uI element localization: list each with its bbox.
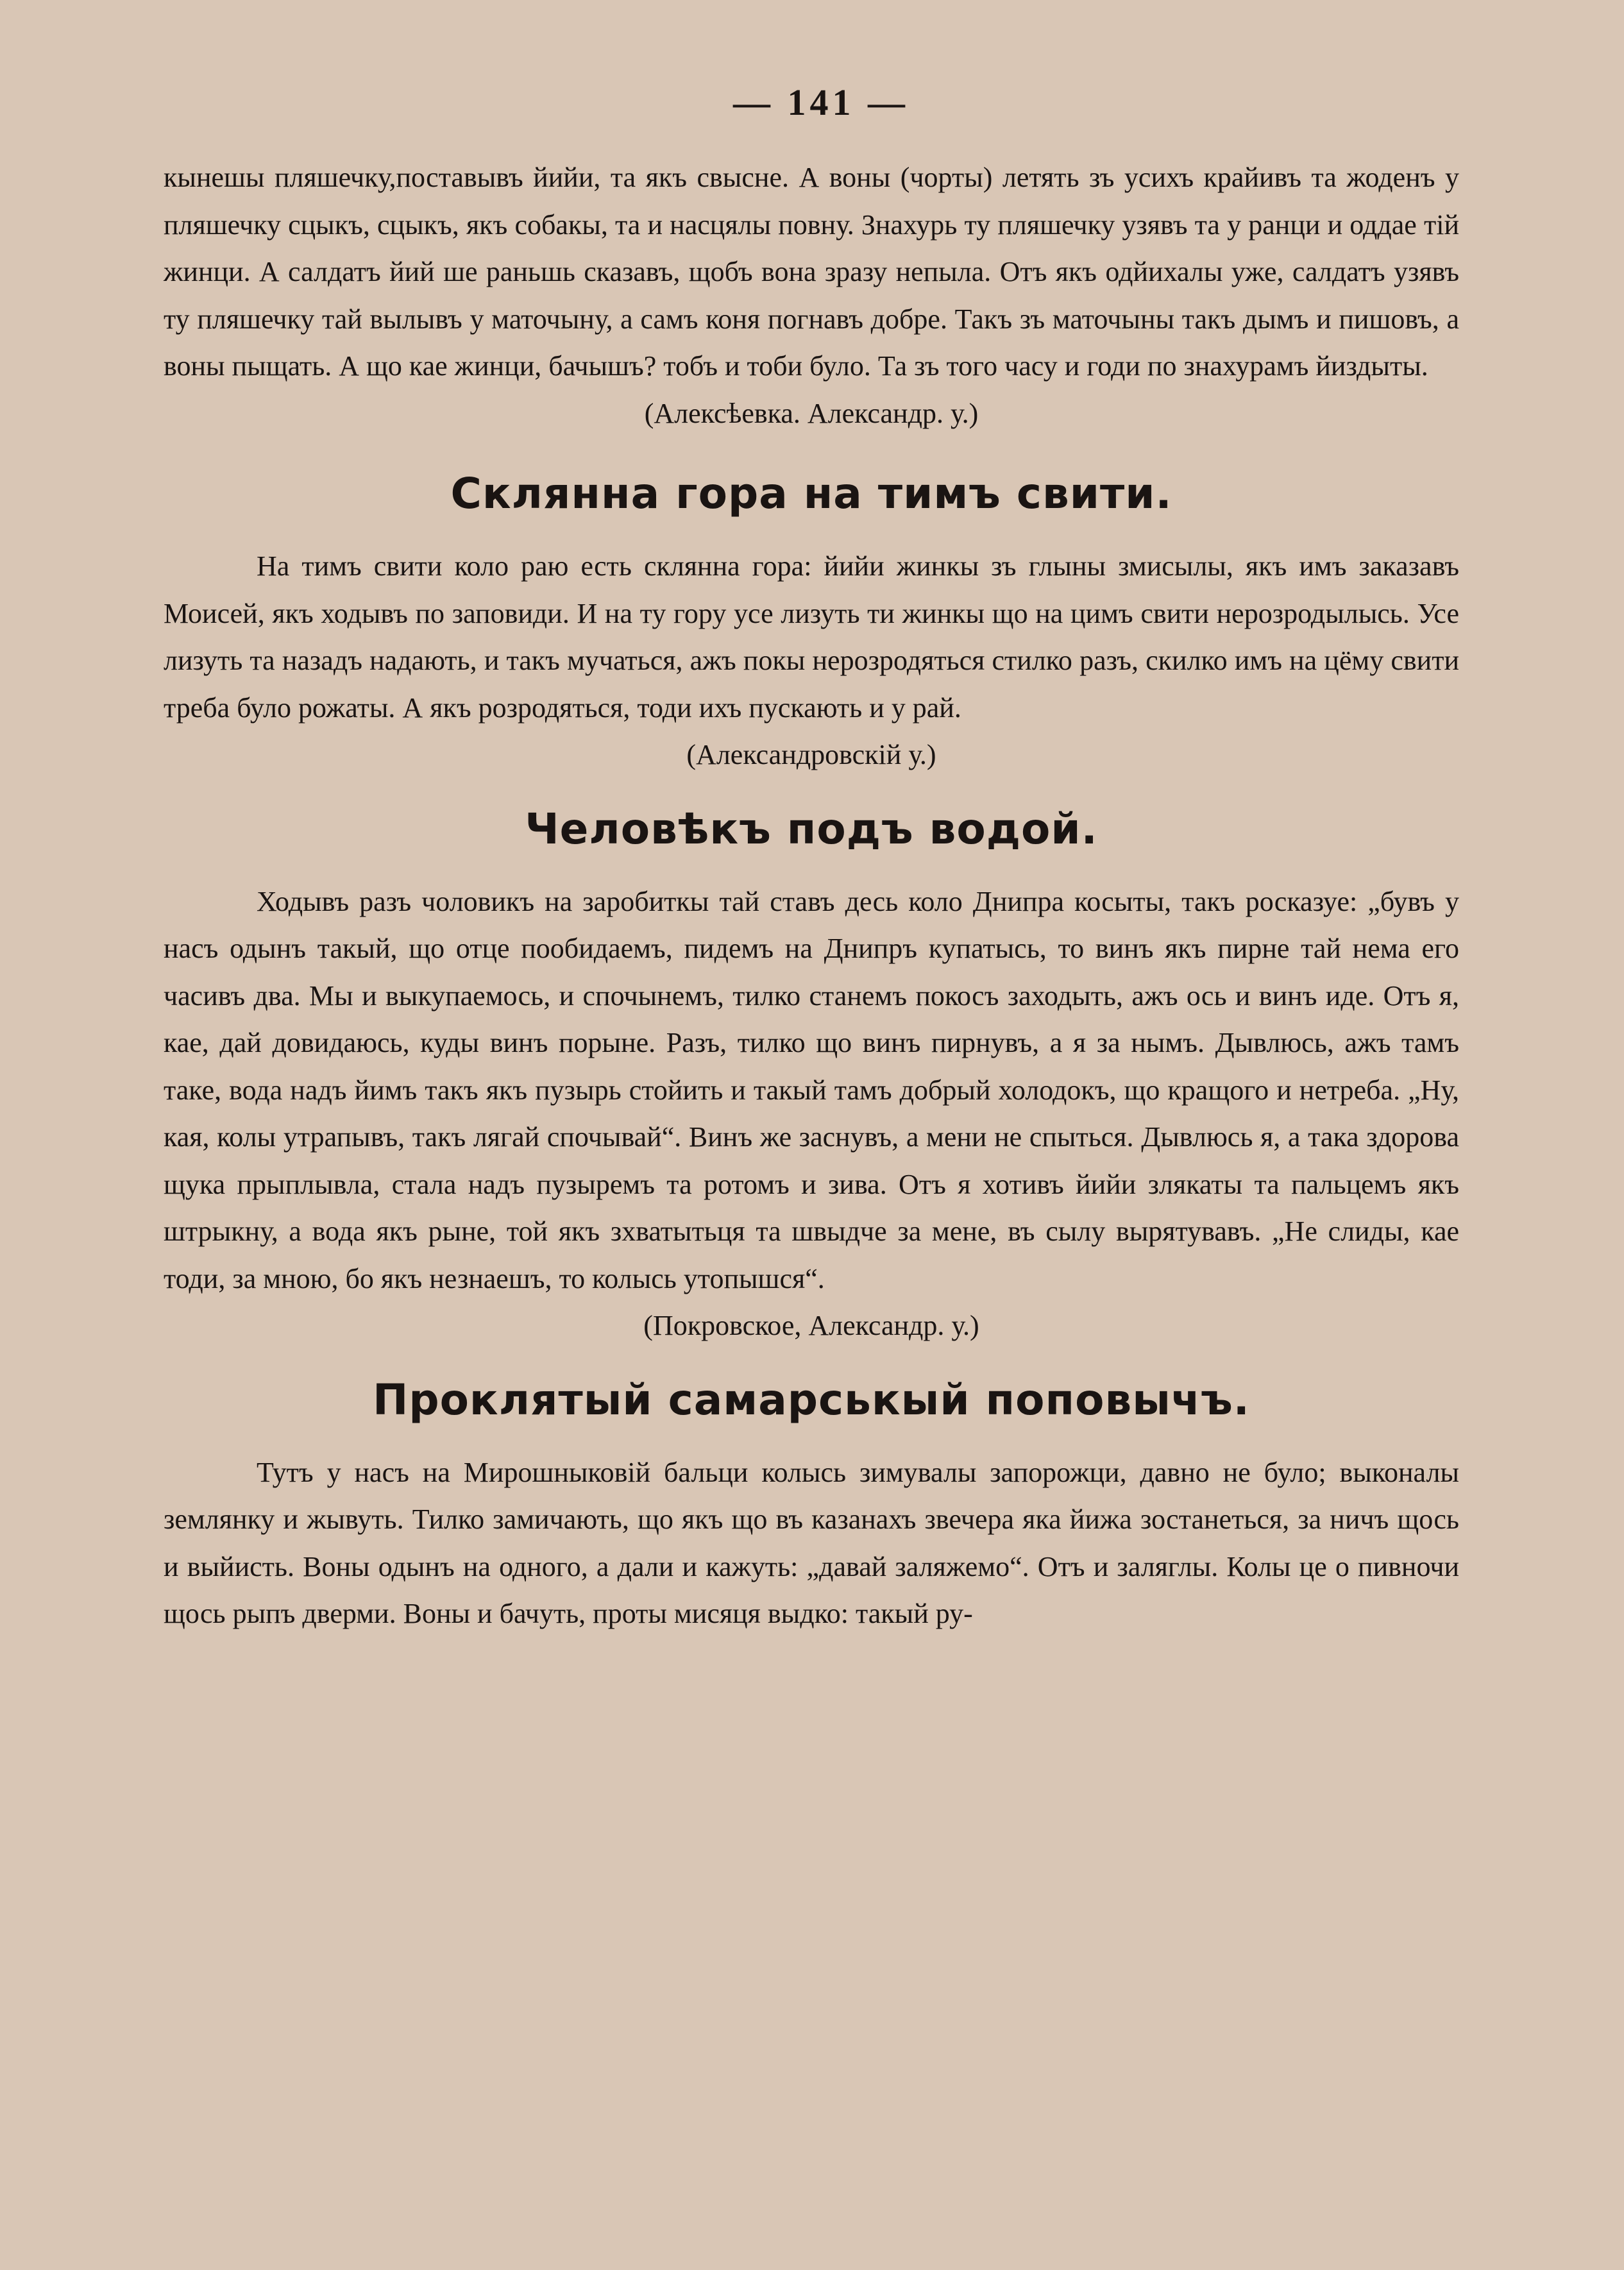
story-paragraph-cursed-priest-son: Тутъ у насъ на Мирошныковій бальци колысь зимувалы запорожци, давно не було; выконалы землянку и жывуть. Тилко замичають, що якъ що въ казанахъ звечера яка йижа зостанеться, за ничъ щось и выйисть. Воны одынъ на одного, а дали и кажуть: „давай заляжемо“. Отъ и заляглы. Колы це о пивночи щось рыпъ дверми. Воны и бачуть, проты мисяця выдко: такый ру-	[164, 1456, 1459, 1629]
story-source-glass-mountain: (Александровскій у.)	[686, 739, 936, 770]
story-title-man-under-water: Человѣкъ подъ водой.	[525, 804, 1098, 854]
story-title-glass-mountain: Склянна гора на тимъ свити.	[450, 469, 1172, 518]
intro-source: (Алексѣевка. Александр. у.)	[644, 397, 979, 429]
intro-paragraph: кынешы пляшечку,поставывъ йийи, та якъ свысне. А воны (чорты) летять зъ усихъ крайивъ та жоденъ у пляшечку сцыкъ, сцыкъ, якъ собакы, та и насцялы повну. Знахурь ту пляшечку узявъ та у ранци и оддае тій жинци. А салдатъ йий ше раньшь сказавъ, щобъ вона зразу непыла. Отъ якъ одйихалы уже, салдатъ узявъ ту пляшечку тай вылывъ у маточыну, а самъ коня погнавъ добре. Такъ зъ маточыны такъ дымъ и пишовъ, а воны пыщать. А що кае жинци, бачышъ? тобъ и тоби було. Та зъ того часу и годи по знахурамъ йиздыты.	[164, 162, 1459, 382]
document-page	[164, 77, 1459, 1638]
page-number: — 141 —	[733, 81, 909, 123]
story-source-man-under-water: (Покровское, Александр. у.)	[643, 1310, 979, 1341]
story-paragraph-man-under-water: Ходывъ разъ чоловикъ на заробиткы тай ставъ десь коло Днипра косыты, такъ росказуе: „бувъ у насъ одынъ такый, що отце пообидаемъ, пидемъ на Днипръ купатысь, то винъ якъ пирне тай нема его часивъ два. Мы и выкупаемось, и спочынемъ, тилко станемъ покосъ заходыть, ажъ ось и винъ иде. Отъ я, кае, дай довидаюсь, куды винъ порыне. Разъ, тилко що винъ пирнувъ, а я за нымъ. Дывлюсь, ажъ тамъ таке, вода надъ йимъ такъ якъ пузырь стойить и такый тамъ добрый холодокъ, що кращого и нетреба. „Ну, кая, колы утрапывъ, такъ лягай спочывай“. Винъ же заснувъ, а мени не спыться. Дывлюсь я, а така здорова щука прыплывла, стала надъ пузыремъ та ротомъ и зива. Отъ я хотивъ йийи злякаты та пальцемъ якъ штрыкну, а вода якъ рыне, той якъ зхватытьця та швыдче за мене, въ сылу вырятувавъ. „Не слиды, кае тоди, за мною, бо якъ незнаешъ, то колысь утопышся“.	[164, 885, 1459, 1294]
story-paragraph-glass-mountain: На тимъ свити коло раю есть склянна гора: йийи жинкы зъ глыны змисылы, якъ имъ заказавъ Моисей, якъ ходывъ по заповиди. И на ту гору усе лизуть ти жинкы що на цимъ свити нерозродылысь. Усе лизуть та назадъ надають, и такъ мучаться, ажъ покы нерозродяться стилко разъ, скилко имъ на цёму свити треба було рожаты. А якъ розродяться, тоди ихъ пускають и у рай.	[164, 550, 1459, 724]
story-title-cursed-priest-son: Проклятый самарськый поповычъ.	[373, 1375, 1250, 1425]
